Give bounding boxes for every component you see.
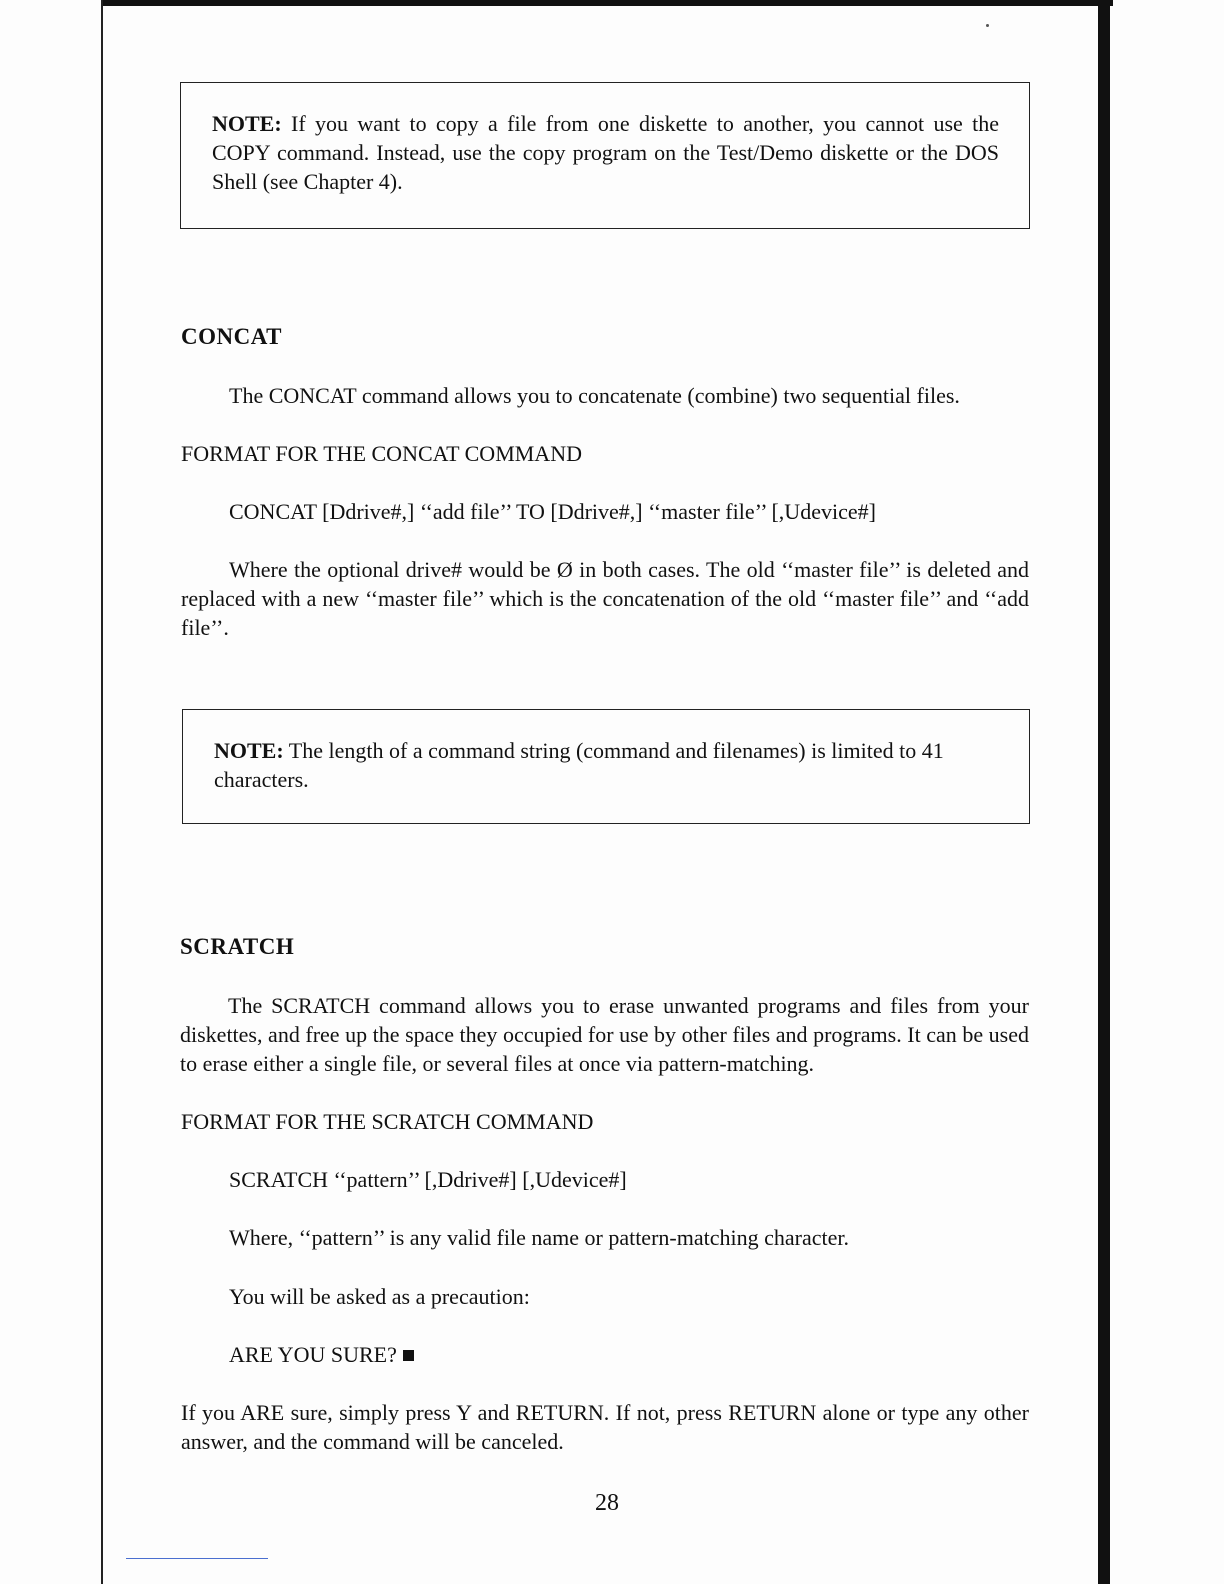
note-length-paragraph [214, 736, 1001, 794]
scratch-format-heading: FORMAT FOR THE SCRATCH COMMAND [181, 1109, 594, 1134]
scratch-intro: The SCRATCH command allows you to erase unwanted programs and files from your diskettes, and free up the space they occupied for use by other files and programs. It can be used to erase either a single file, or several files at once via pattern-matching. [180, 993, 1029, 1076]
note-label: NOTE: [214, 738, 284, 763]
note-copy-paragraph [212, 109, 999, 196]
left-border [101, 0, 103, 1584]
concat-syntax: CONCAT [Ddrive#,] ‘‘add file’’ TO [Ddrive#,] ‘‘master file’’ [,Udevice#] [229, 499, 876, 524]
concat-intro: The CONCAT command allows you to concatenate (combine) two sequential files. [229, 383, 960, 408]
top-border [103, 0, 1113, 6]
note-length-text: The length of a command string (command and filenames) is limited to 41 characters. [214, 738, 944, 792]
scratch-prompt-line [229, 1340, 414, 1369]
note-copy-box [180, 82, 1030, 229]
scratch-where: Where, ‘‘pattern’’ is any valid file name or pattern-matching character. [229, 1225, 849, 1250]
bottom-underline [126, 1558, 268, 1559]
note-length-box [182, 709, 1030, 824]
scratch-prompt: ARE YOU SURE? [229, 1342, 397, 1367]
concat-format-heading: FORMAT FOR THE CONCAT COMMAND [181, 441, 582, 466]
note-label: NOTE: [212, 111, 282, 136]
scratch-syntax: SCRATCH ‘‘pattern’’ [,Ddrive#] [,Udevice#] [229, 1167, 627, 1192]
scratch-precaution: You will be asked as a precaution: [229, 1284, 530, 1309]
right-border [1098, 0, 1110, 1584]
scratch-heading: SCRATCH [180, 934, 295, 959]
scan-speck [986, 24, 989, 27]
concat-heading: CONCAT [181, 324, 282, 349]
page-number: 28 [595, 1490, 619, 1516]
scratch-outro: If you ARE sure, simply press Y and RETURN. If not, press RETURN alone or type any other answer, and the command will be canceled. [181, 1400, 1029, 1454]
note-copy-text: If you want to copy a file from one diskette to another, you cannot use the COPY command. Instead, use the copy program on the Test/Demo diskette or the DOS Shell (see Chapter 4). [212, 111, 1000, 194]
concat-description: Where the optional drive# would be Ø in both cases. The old ‘‘master file’’ is deleted and replaced with a new ‘‘master file’’ which is the concatenation of the old ‘‘master file’’ and ‘‘add file’’. [181, 557, 1029, 640]
cursor-block-icon [403, 1350, 414, 1361]
